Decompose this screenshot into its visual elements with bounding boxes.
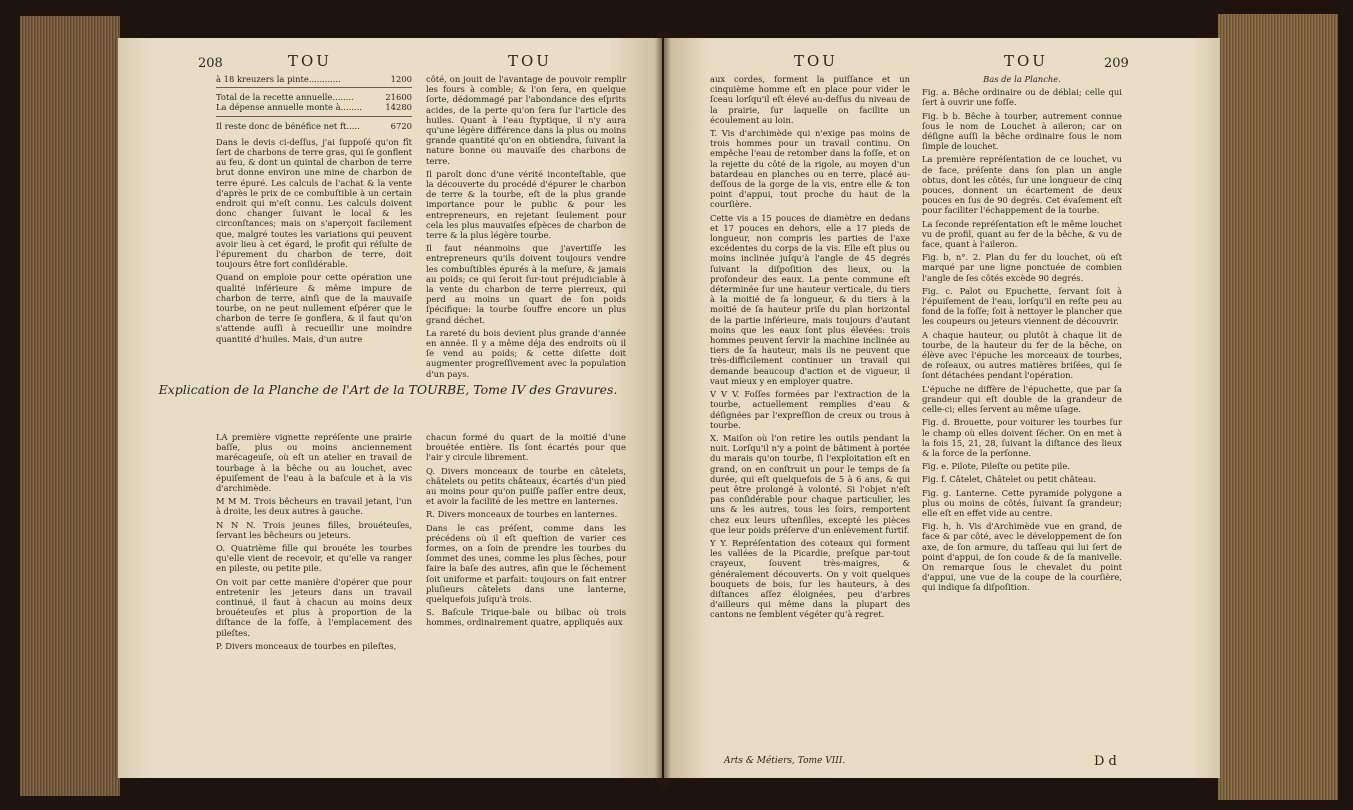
paragraph: Fig. d. Brouette, pour voiturer les tourbes ſur le champ où elles doivent ſécher. On en met à la fois 15, 21, 28, ſuivant la diſtance des lieux & la force de la perſonne.	[922, 417, 1122, 458]
paragraph: On voit par cette manière d'opérer que pour entretenir les jeteurs dans un travail continué, il faut à chacun au moins deux brouéteuſes et plus à proportion de la diſtance de la foſſe, à l'emplacement des pileſtes.	[216, 576, 412, 638]
paragraph: aux cordes, forment la puiſſance et un cinquième homme eſt en place pour vider le ſceau lorſqu'il eſt élevé au-deſſus du niveau de la prairie, ſur laquelle on facilite un écoulement au loin.	[710, 74, 910, 125]
paragraph: L'épuche ne diffère de l'épuchette, que par ſa grandeur qui eſt double de la grandeur de celle-ci; elles ſervent au même uſage.	[922, 383, 1122, 415]
left-col-2	[426, 74, 626, 382]
left-header-1: TOU	[288, 52, 332, 70]
paragraph: Dans le cas préſent, comme dans les précédens où il eſt queſtion de varier ces formes, on a ſoin de prendre les tourbes du ſommet des unes, comme les plus ſèches, pour faire la baſe des autres, afin que le ſéchement ſoit uniforme et parfait: toujours on fait entrer pluſieurs câtelets dans une lanterne, quelquefois juſqu'à trois.	[426, 522, 626, 605]
left-page	[118, 38, 662, 778]
right-header-2: TOU	[1004, 52, 1048, 70]
paragraph: N N N. Trois jeunes filles, brouéteuſes, ſervant les bêcheurs ou jeteurs.	[216, 519, 412, 540]
section-title: Explication de la Planche de l'Art de la TOURBE, Tome IV des Gravures.	[158, 382, 618, 397]
ledger-rule	[216, 87, 412, 88]
paragraph: S. Baſcule Trique-bale ou bilbac où trois hommes, ordinairement quatre, appliqués aux	[426, 607, 626, 628]
paragraph: La ſeconde repréſentation eſt le même louchet vu de profil, quant au fer de la bêche, & vu de face, quant à l'aileron.	[922, 218, 1122, 250]
paragraph: Fig. b b. Bêche à tourber, autrement connue ſous le nom de Louchet à aileron; car on déſigne auſſi la bêche ordinaire ſous le nom ſimple de louchet.	[922, 110, 1122, 152]
right-page-edges	[1218, 14, 1338, 800]
paragraph: Il faut néanmoins que j'avertiſſe les entrepreneurs qu'ils doivent toujours vendre les combuſtibles épurés à la meſure, & jamais au poids; ce qui ſeroit ſur-tout préjudiciable à la vente du charbon de terre pierreux, qui perd au moins un quart de ſon poids ſpécifique: la tourbe ſouffre encore un plus grand déchet.	[426, 243, 626, 325]
paragraph: chacun formé du quart de la moitié d'une brouétée entière. Ils ſont écartés pour que l'air y circule librement.	[426, 432, 626, 463]
paragraph: Quand on emploie pour cette opération une qualité inférieure & même impure de charbon de terre, ainſi que de la mauvaiſe tourbe, on ne peut nullement eſpérer que le charbon de terre ſe gonflera, & il faut qu'on s'attende auſſi à recueillir une moindre quantité d'huiles. Mais, d'un autre	[216, 272, 412, 344]
paragraph: Q. Divers monceaux de tourbe en câtelets, châtelets ou petits châteaux, écartés d'un pied au moins pour qu'on puiſſe paſſer entre deux, et avoir la facilité de les mettre en lanternes.	[426, 465, 626, 507]
paragraph: Fig. f. Câtelet, Châtelet ou petit château.	[922, 474, 1097, 485]
paragraph: Dans le devis ci-deſſus, j'ai ſuppoſé qu'on fît ſert de charbons de terre gras, qui ſe gonflent au feu, & dont un quintal de charbon de terre brut donne environ une mine de charbon de terre épuré. Les calculs de l'achat & la vente d'après le prix de ce combuſtible à un certain endroit qui m'eſt connu. Les calculs doivent donc changer ſuivant le local & les circonſtances; mais on s'aperçoit facilement que, malgré toutes les variations qui peuvent avoir lieu à cet égard, le profit qui réſulte de l'épurement du charbon de terre, doit toujours être fort conſidérable.	[216, 136, 412, 270]
right-page-number: 209	[1104, 56, 1129, 71]
left-page-edges	[20, 16, 120, 796]
paragraph: P. Divers monceaux de tourbes en pileſtes,	[216, 640, 397, 651]
paragraph: La rareté du bois devient plus grande d'année en année. Il y a même déja des endroits où il ſe vend au poids; & cette diſette doit augmenter progreſſivement avec la population d'un pays.	[426, 327, 626, 379]
ledger-rule	[216, 116, 412, 117]
paragraph: X. Maiſon où l'on retire les outils pendant la nuit. Lorſqu'il n'y a point de bâtiment à portée du marais qu'on tourbe, ſi l'exploitation eſt en grand, on en conſtruit un pour le temps de ſa durée, qui eſt quelquefois de 5 à 6 ans, & qui peut être prolongé à volonté. Si l'objet n'eſt pas conſidérable pour chaque particulier, les uns & les autres, tous les ſoirs, remportent chez eux leurs uſtenſiles, excepté les pièces que leur poids préſerve d'un enlèvement furtif.	[710, 432, 910, 535]
paragraph: Fig. g. Lanterne. Cette pyramide polygone a plus ou moins de côtés, ſuivant ſa grandeur; elle eſt en effet vide au centre.	[922, 487, 1122, 518]
paragraph: La première repréſentation de ce louchet, vu de face, préſente dans ſon plan un angle obtus, dont les côtés, ſur une longueur de cinq pouces, donnent un écartement de deux pouces en ſus de 90 degrés. Cet évaſement eſt pour faciliter l'échappement de la tourbe.	[922, 154, 1122, 216]
right-page	[664, 38, 1220, 778]
right-col-1	[710, 74, 910, 623]
paragraph: Fig. a. Bêche ordinaire ou de déblai; celle qui ſert à ouvrir une foſſe.	[922, 87, 1122, 108]
paragraph: R. Divers monceaux de tourbes en lanternes.	[426, 509, 618, 520]
paragraph: V V V. Foſſes formées par l'extraction de la tourbe, actuellement remplies d'eau & déſignées par l'expreſſion de creux ou trous à tourbe.	[710, 389, 910, 430]
left-col-1	[216, 74, 412, 347]
ledger-row: Total de la recette annuelle........ 21600	[216, 92, 412, 103]
paragraph: Fig. h, h. Vis d'Archimède vue en grand, de face & par côté, avec le développement de ſon axe, de ſon armure, du taſſeau qui lui ſert de point d'appui, de ſon coude & de ſa manivelle. On remarque ſous le chevalet du point d'appui, une vue de la coupe de la courſière, qui indique ſa diſpoſition.	[922, 521, 1122, 593]
paragraph: côté, on jouit de l'avantage de pouvoir remplir les fours à comble; & l'on ſera, en quelque ſorte, dédommagé par l'abondance des eſprits acides, de la perte qu'on ſera ſur l'article des huiles. Quant à l'eau ſtyptique, il n'y aura qu'une légère différence dans la plus ou moins grande quantité qu'on en obtiendra, ſuivant la nature bonne ou mauvaiſe des charbons de terre.	[426, 74, 626, 166]
subheading: Bas de la Planche.	[983, 74, 1061, 84]
ledger-row: La dépense annuelle monte à........ 14280	[216, 102, 412, 113]
ledger-row: Il reste donc de bénéfice net ft..... 6720	[216, 120, 412, 131]
book-gutter	[655, 30, 671, 790]
paragraph: LA première vignette repréſente une prairie baſſe, plus ou moins anciennement marécageuſe, où eſt un atelier en travail de tourbage à la bêche ou au louchet, avec épuiſement de l'eau à la baſcule et à la vis d'archimède.	[216, 432, 412, 494]
paragraph: A chaque hauteur, ou plutôt à chaque lit de tourbe, de la hauteur du fer de la bêche, on élève avec l'épuche les morceaux de tourbes, de roſeaux, ou autres matières briſées, qui ſe ſont détachées pendant l'opération.	[922, 329, 1122, 381]
left-col-4	[426, 432, 626, 631]
paragraph: Y Y. Repréſentation des coteaux qui forment les vallées de la Picardie, preſque par-tout crayeux, ſouvent très-maigres, & généralement découverts. On y voit quelques bouquets de bois, ſur les hauteurs, à des diſtances aſſez éloignées, peu d'arbres d'ailleurs qui même dans la plupart des cantons ne ſemblent végéter qu'à regret.	[710, 537, 910, 620]
signature-mark: D d	[1094, 754, 1117, 769]
paragraph: Il paroît donc d'une vérité inconteſtable, que la découverte du procédé d'épurer le charbon de terre & la tourbe, eſt de la plus grande importance pour le public & pour les entrepreneurs, en rejetant ſeulement pour cela les plus mauvaiſes eſpèces de charbon de terre & la plus légère tourbe.	[426, 168, 626, 241]
paragraph: M M M. Trois bêcheurs en travail jetant, l'un à droite, les deux autres à gauche.	[216, 496, 412, 517]
paragraph: Fig. c. Palot ou Epuchette, ſervant ſoit à l'épuiſement de l'eau, lorſqu'il en reſte peu au fond de la foſſe; ſoit à nettoyer le plancher que les coupeurs ou jeteurs viennent de découvrir.	[922, 285, 1122, 327]
footer-note: Arts & Métiers, Tome VIII.	[724, 756, 846, 766]
paragraph: Fig. e. Pilote, Pileſte ou petite pile.	[922, 461, 1070, 472]
left-col-3	[216, 432, 412, 654]
paragraph: O. Quatrième fille qui brouéte les tourbes qu'elle vient de recevoir, et qu'elle va ranger en pileste, ou petite pile.	[216, 543, 412, 574]
left-header-2: TOU	[508, 52, 552, 70]
left-page-number: 208	[198, 56, 223, 71]
paragraph: T. Vis d'archimède qui n'exige pas moins de trois hommes pour un travail continu. On empêche l'eau de retomber dans la foſſe, et on la rejette du côté de la rigole, au moyen d'un batardeau en planches ou en terre, placé au-deſſous de la gorge de la vis, entre elle & ton point d'appui, tout proche du haut de la courſière.	[710, 128, 910, 210]
ledger-row: à 18 kreuzers la pinte............ 1200	[216, 74, 412, 84]
paragraph: Fig. b, n°. 2. Plan du fer du louchet, où eſt marqué par une ligne ponctuée de combien l'angle de ſes côtés excède 90 degrés.	[922, 252, 1122, 283]
right-header-1: TOU	[794, 52, 838, 70]
paragraph: Cette vis a 15 pouces de diamètre en dedans et 17 pouces en dehors, elle a 17 pieds de longueur, non compris les parties de l'axe excédentes du corps de la vis. Elle eſt plus ou moins inclinée juſqu'à l'angle de 45 degrés ſuivant la diſpoſition des lieux, ou la profondeur des eaux. La pente commune eſt déterminée ſur une hauteur verticale, du tiers à la moitié de ſa longueur, & du tiers à la moitié de ſa hauteur priſe du plan horizontal de la partie inférieure, mais toujours d'autant moins que les eaux ſont plus élevées: trois hommes peuvent ſervir la machine inclinée au tiers de ſa hauteur, mais ils ne peuvent que très-difficilement continuer un travail qui demande beaucoup d'action et de vigueur, il vaut mieux y en employer quatre.	[710, 212, 910, 386]
right-col-2	[922, 74, 1122, 596]
